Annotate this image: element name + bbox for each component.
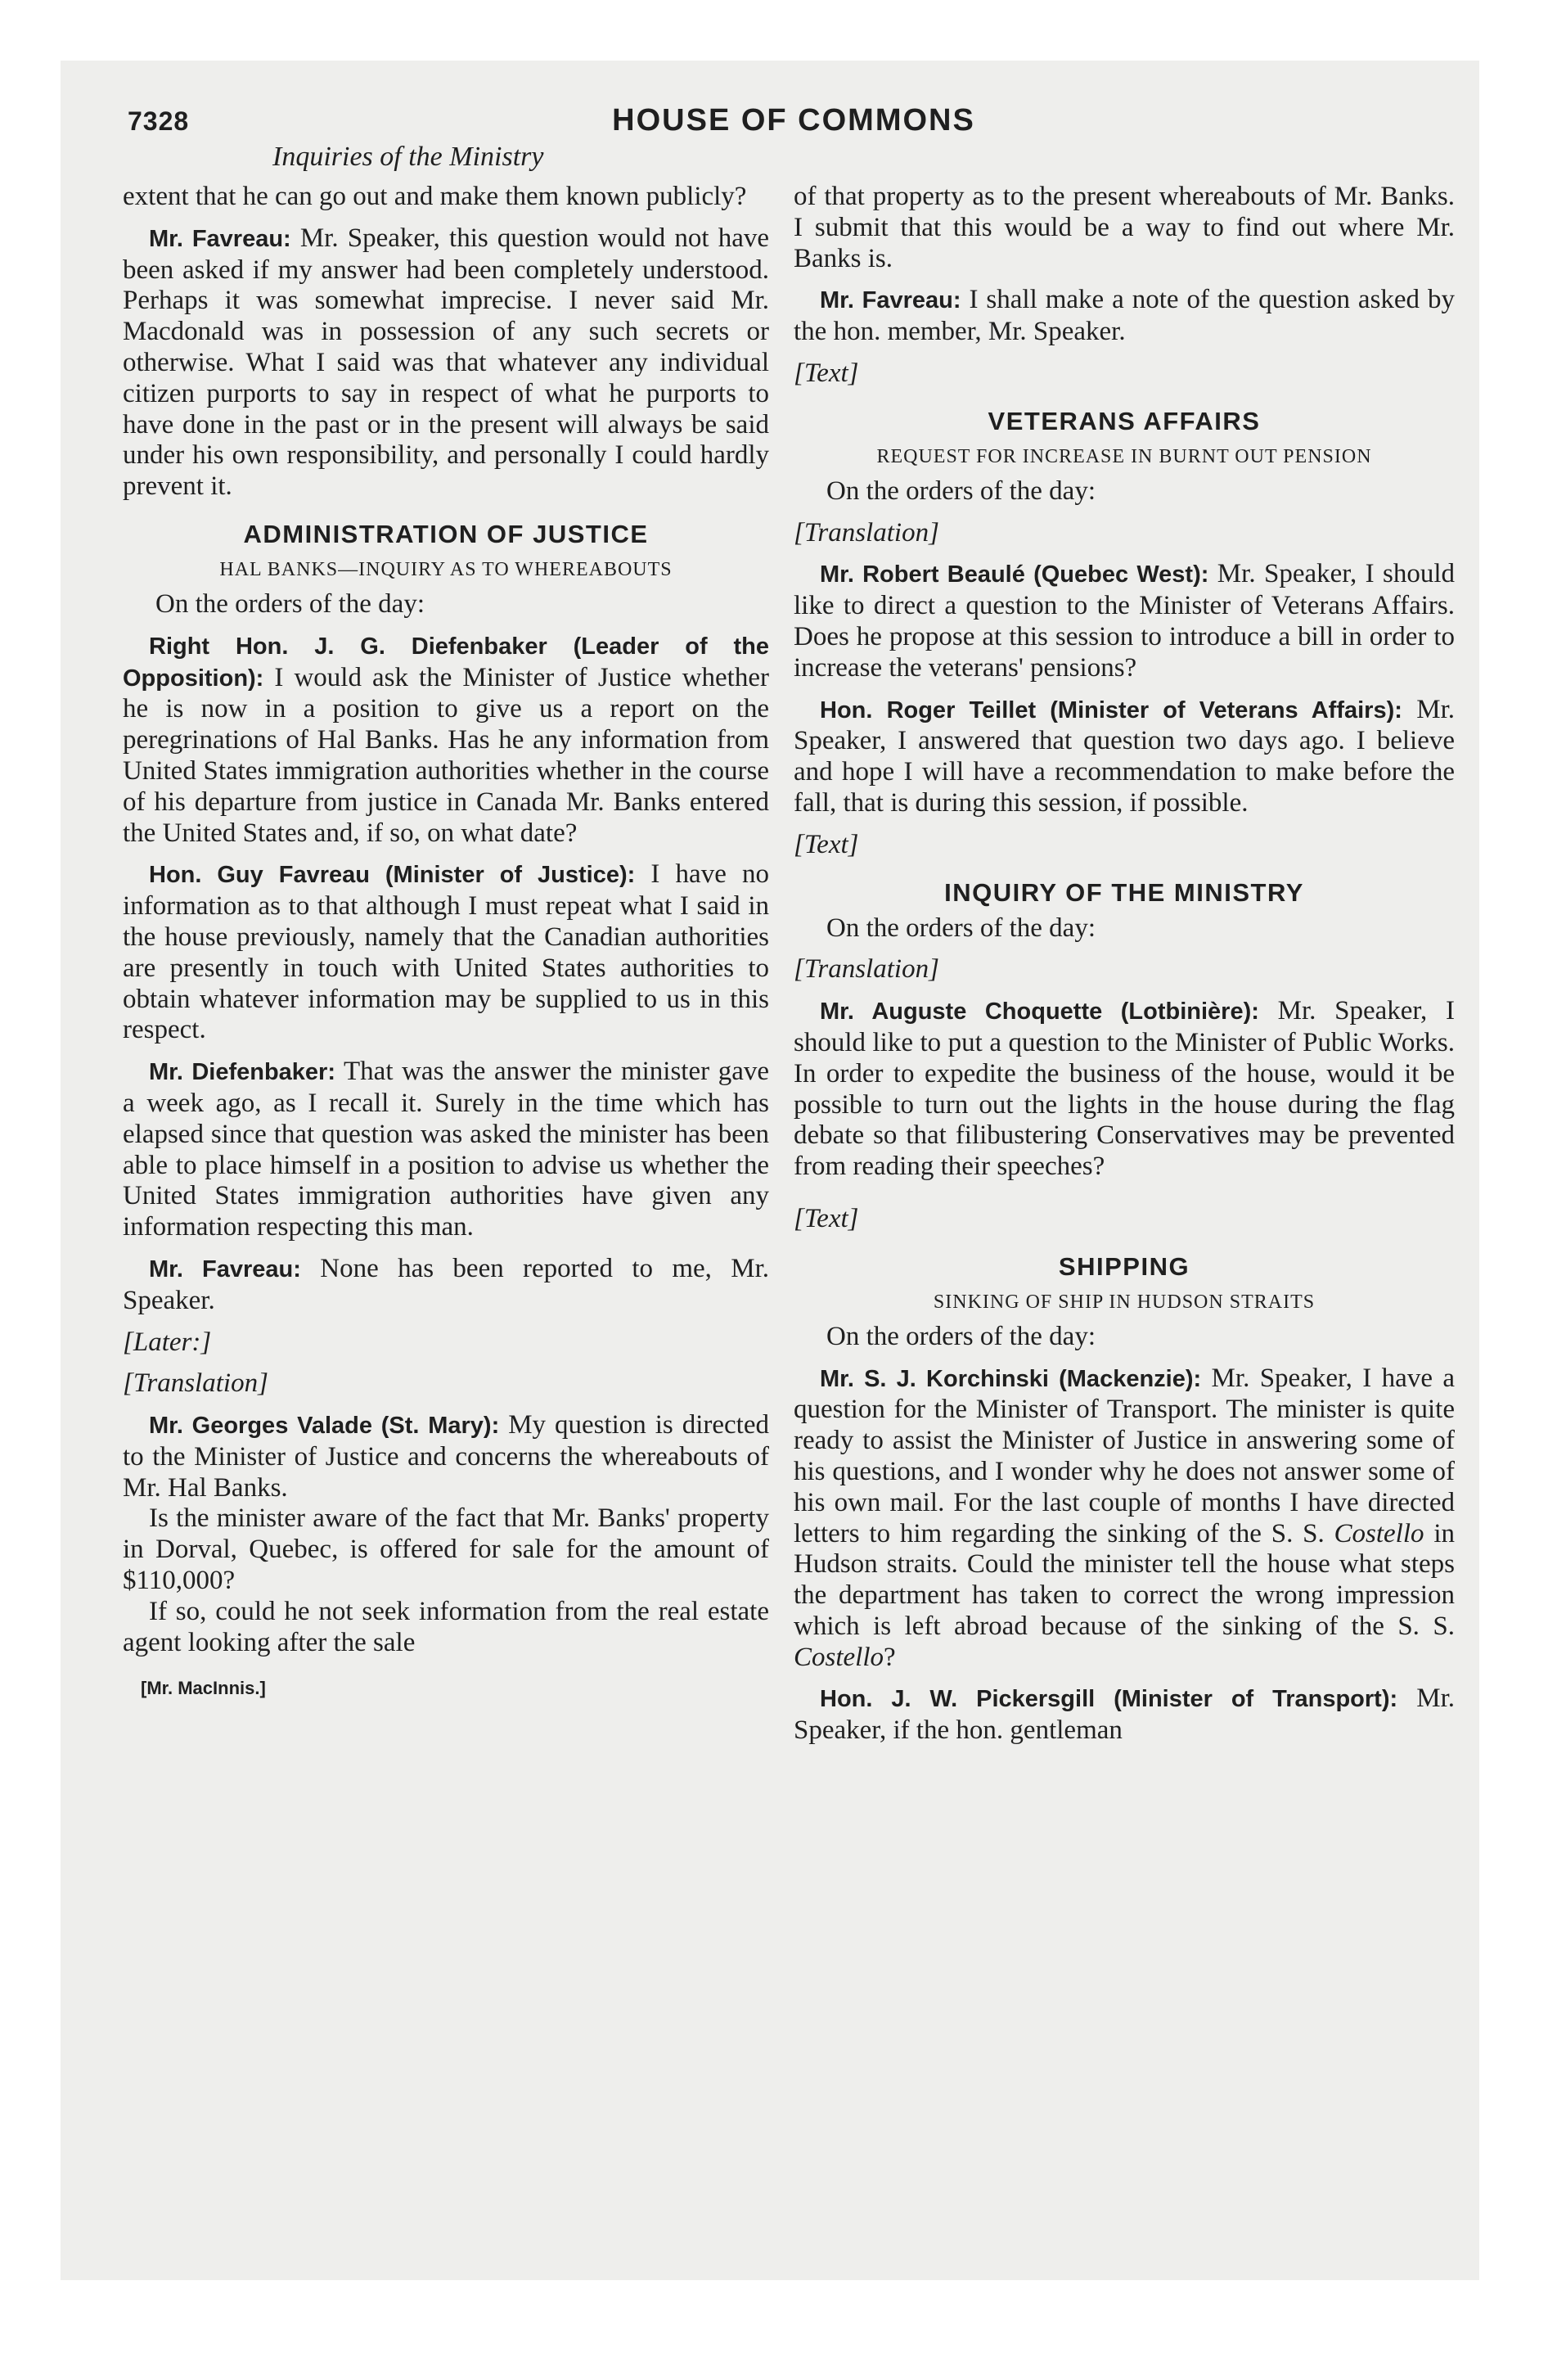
speaker-name: Hon. J. W. Pickersgill (Minister of Transport): [820, 1686, 1398, 1713]
speech-text: Mr. Speaker, this question would not have been asked if my answer had been completely understood. Perhaps it was somewhat imprecise. I never said Mr. Macdonald was in possession of any such secrets or otherwise. What I said was that whatever any individual citizen purports to say in respect of what he purports to have done in the past or in the present will always be said under his own responsibility, and personally I could hardly prevent it. [123, 223, 769, 502]
speaker-name: Hon. Guy Favreau (Minister of Justice): [149, 862, 636, 889]
section-heading-veterans: VETERANS AFFAIRS [988, 406, 1261, 435]
paragraph: extent that he can go out and make them known publicly? [123, 182, 747, 211]
speech-text: Mr. Speaker, I answered that question two days ago. I believe and hope I will have a recommendation to make before the fall, that is during this session, if possible. [794, 694, 1455, 818]
speech-valade [123, 1410, 769, 1503]
speech-diefenbaker-1 [123, 631, 769, 850]
subheading-pension: REQUEST FOR INCREASE IN BURNT OUT PENSION [876, 445, 1372, 467]
section-heading-inquiry: INQUIRY OF THE MINISTRY [944, 877, 1304, 907]
subheading-hudson-straits: SINKING OF SHIP IN HUDSON STRAITS [933, 1291, 1316, 1313]
speech-favreau-1 [123, 223, 769, 503]
speech-pickersgill [794, 1684, 1455, 1747]
orders-of-the-day: On the orders of the day: [826, 1321, 1096, 1351]
procedural-tag-translation: [Translation] [794, 954, 939, 985]
speech-favreau-3 [123, 1254, 769, 1317]
speech-text: Mr. Speaker, I have a question for the Minister of Transport. The minister is quite ready to assist the Minister of Justice in answering some of his questions, and I wonder why he does not answer some of his own mail. For the last couple of months I have directed letters to him regarding the sinking of the S. S. [794, 1363, 1455, 1548]
speaker-name: Mr. Favreau: [149, 1255, 301, 1282]
speaker-name: Right Hon. J. G. Diefenbaker (Leader of the Opposition): [123, 633, 769, 692]
speech-diefenbaker-2 [123, 1057, 769, 1243]
speech-text: None has been reported to me, Mr. Speaker. [123, 1253, 769, 1315]
orders-of-the-day: On the orders of the day: [155, 588, 425, 619]
speech-beaule [794, 559, 1455, 683]
procedural-tag-text: [Text] [794, 829, 859, 859]
procedural-tag-text: [Text] [794, 1203, 859, 1233]
right-column [794, 182, 1455, 1747]
footer-speaker-reference: [Mr. MacInnis.] [141, 1678, 266, 1699]
speech-text: I have no information as to that although I must repeat what I said in the house previously, namely that the Canadian authorities are presently in touch with United States authorities to obtain whatever information may be supplied to us in this respect. [123, 859, 769, 1045]
speaker-name: Mr. S. J. Korchinski (Mackenzie): [820, 1365, 1202, 1392]
speech-choquette [794, 996, 1455, 1183]
speech-teillet [794, 695, 1455, 819]
speech-favreau-4 [794, 285, 1455, 348]
speech-text: I would ask the Minister of Justice whether he is now in a position to give us a report on the peregrinations of Hal Banks. Has he any information from United States immigration authorities whether in the course of his departure from justice in Canada Mr. Banks entered the United States and, if so, on what date? [123, 662, 769, 848]
speaker-name: Mr. Favreau: [820, 287, 961, 314]
speaker-name: Mr. Robert Beaulé (Quebec West): [820, 561, 1209, 588]
subheading-hal-banks: HAL BANKS—INQUIRY AS TO WHEREABOUTS [219, 558, 673, 580]
speech-text: in Hudson straits. Could the minister tell the house what steps the department has taken to correct the wrong impression which is left abroad because of the sinking of the S. S. [794, 1518, 1455, 1641]
paragraph: Is the minister aware of the fact that Mr. Banks' property in Dorval, Quebec, is offered for sale for the amount of $110,000? [123, 1503, 769, 1596]
running-head: Inquiries of the Ministry [272, 142, 544, 172]
speaker-name: Mr. Diefenbaker: [149, 1059, 335, 1086]
speech-text: My question is directed to the Minister of Justice and concerns the whereabouts of Mr. Hal Banks. [123, 1410, 769, 1503]
speech-korchinski [794, 1364, 1455, 1674]
journal-title: HOUSE OF COMMONS [612, 103, 975, 137]
speech-text: ? [884, 1642, 896, 1672]
paragraph: of that property as to the present whereabouts of Mr. Banks. I submit that this would be a way to find out where Mr. Banks is. [794, 182, 1455, 273]
section-heading-shipping: SHIPPING [1058, 1251, 1190, 1281]
speech-favreau-2 [123, 859, 769, 1046]
procedural-tag-translation: [Translation] [123, 1368, 268, 1399]
speaker-name: Mr. Favreau: [149, 225, 291, 252]
ship-name: Costello [794, 1642, 884, 1672]
speech-text: That was the answer the minister gave a week ago, as I recall it. Surely in the time which has elapsed since that question was asked the minister has been able to place himself in a position to advise us whether the United States immigration authorities have given any information respecting this man. [123, 1057, 769, 1242]
speaker-name: Mr. Georges Valade (St. Mary): [149, 1413, 500, 1440]
paragraph: If so, could he not seek information from the real estate agent looking after the sale [123, 1596, 769, 1657]
speech-text: Mr. Speaker, I should like to put a question to the Minister of Public Works. In order to expedite the business of the house, would it be possible to turn out the lights in the house during the flag debate so that filibustering Conservatives may be prevented from reading their speeches? [794, 996, 1456, 1182]
left-column [123, 182, 769, 1704]
speech-text: Mr. Speaker, if the hon. gentleman [794, 1684, 1455, 1746]
procedural-tag-translation: [Translation] [794, 517, 939, 548]
orders-of-the-day: On the orders of the day: [826, 476, 1096, 506]
speaker-name: Hon. Roger Teillet (Minister of Veterans Affairs): [820, 696, 1402, 723]
speech-text: Mr. Speaker, I should like to direct a question to the Minister of Veterans Affairs. Does he propose at this session to introduce a bill in order to increase the veterans' pensions? [794, 559, 1455, 683]
speech-text: I shall make a note of the question asked by the hon. member, Mr. Speaker. [794, 285, 1456, 347]
ship-name: Costello [1334, 1518, 1424, 1548]
speaker-name: Mr. Auguste Choquette (Lotbinière): [820, 998, 1259, 1025]
procedural-tag-later: [Later:] [123, 1327, 212, 1357]
section-heading-administration: ADMINISTRATION OF JUSTICE [243, 519, 649, 548]
page-number: 7328 [128, 106, 190, 136]
procedural-tag-text: [Text] [794, 358, 859, 388]
orders-of-the-day: On the orders of the day: [826, 913, 1096, 943]
